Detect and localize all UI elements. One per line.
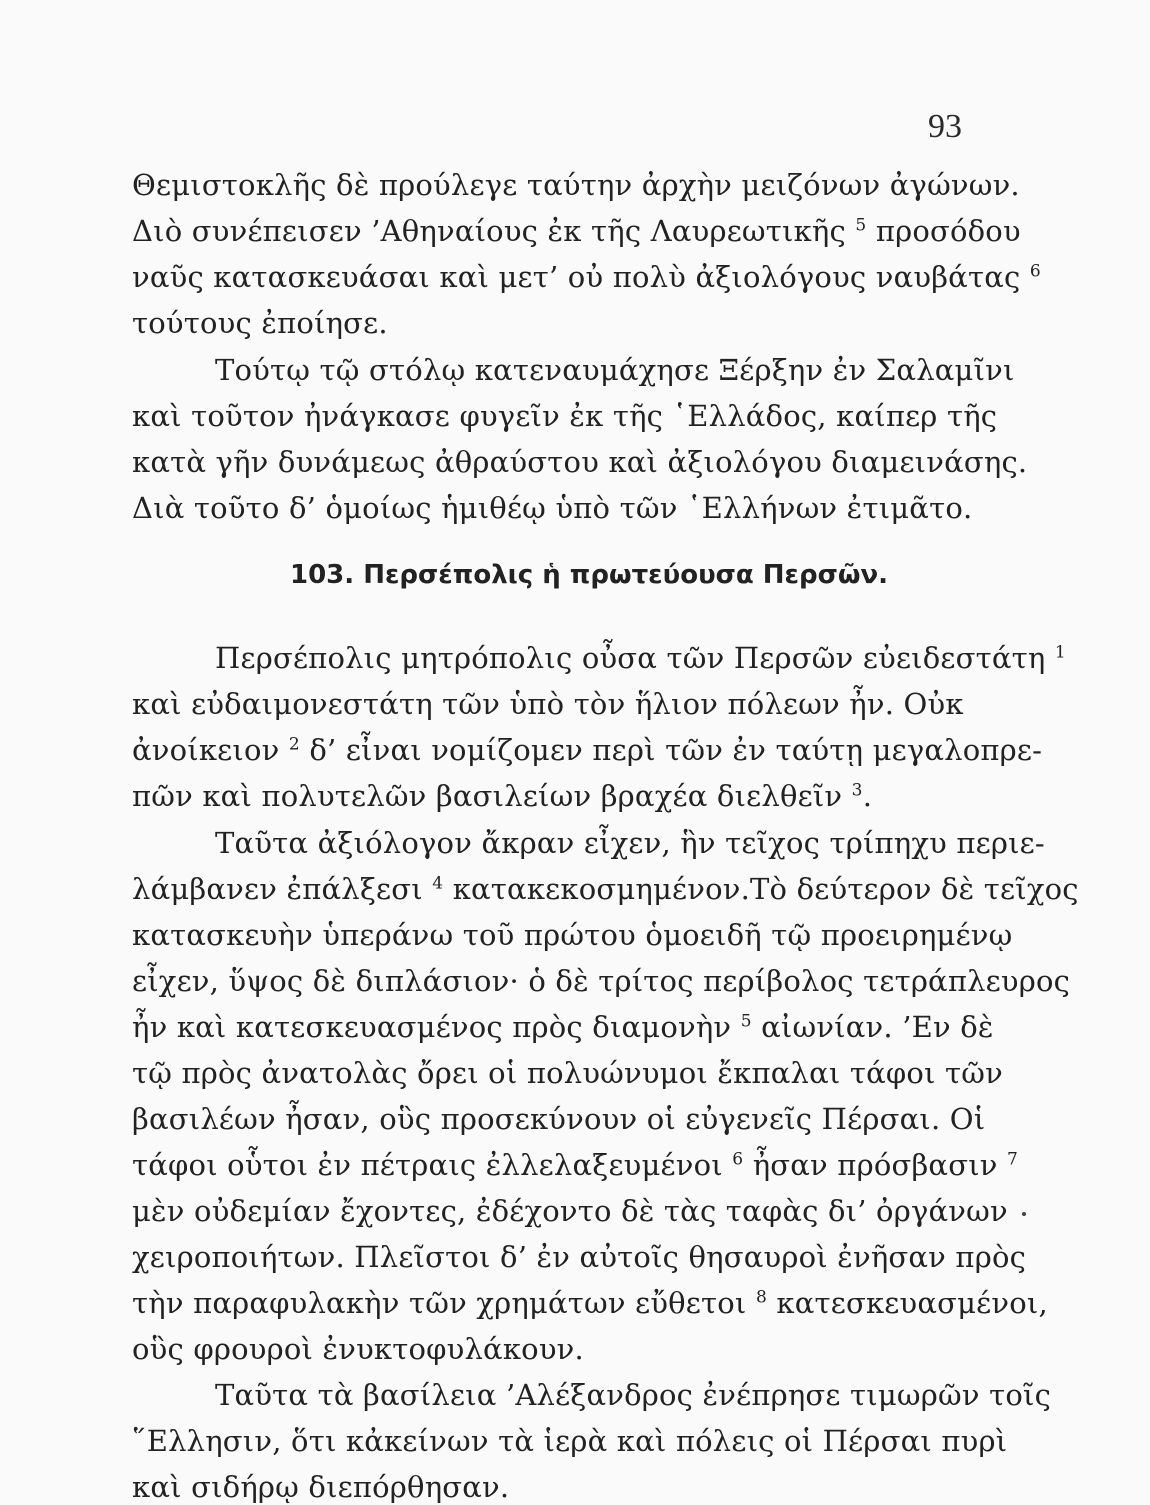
text-line [132, 963, 1070, 999]
footnote-marker: 1 [1054, 642, 1066, 663]
text-line [132, 1423, 1007, 1459]
text-line-content: προσόδου [875, 214, 1021, 248]
text-line-content: κατεσκευασμένοι, [776, 1286, 1048, 1320]
text-line-content: καὶ σιδήρῳ διεπόρθησαν. [132, 1470, 510, 1504]
text-line [132, 213, 1021, 249]
footnote-marker: 6 [1029, 261, 1041, 282]
text-line [132, 686, 964, 722]
text-line-content: τὴν παραφυλακὴν τῶν χρημάτων εὔθετοι [132, 1286, 747, 1320]
page-number: 93 [928, 108, 962, 145]
text-line-content: δ’ εἶναι νομίζομεν περὶ τῶν ἐν ταύτῃ μεγαλοπρε- [309, 733, 1043, 767]
text-line [215, 352, 1015, 388]
text-line [132, 1239, 1026, 1275]
text-line-content: εἶχεν, ὕψος δὲ διπλάσιον· ὁ δὲ τρίτος περίβολος τετράπλευρος [132, 964, 1071, 998]
footnote-marker: 7 [1007, 1149, 1019, 1170]
text-line [132, 732, 1042, 768]
text-line-content: οὓς φρουροὶ ἐνυκτοφυλάκουν. [132, 1332, 584, 1366]
text-line-content: κατασκευὴν ὑπεράνω τοῦ πρώτου ὁμοειδῆ τῷ προειρημένῳ [132, 918, 1013, 952]
text-line-content: ναῦς κατασκευάσαι καὶ μετ’ οὐ πολὺ ἀξιολόγους ναυβάτας [132, 260, 1021, 294]
footnote-marker: 5 [740, 1011, 752, 1032]
text-line [132, 778, 872, 814]
text-line [132, 1009, 994, 1045]
text-line-content: Θεμιστοκλῆς δὲ προύλεγε ταύτην ἀρχὴν μειζόνων ἀγώνων. [132, 168, 1020, 202]
text-line-content: κατακεκοσμημένον.Τὸ δεύτερον δὲ τεῖχος [452, 872, 1079, 906]
text-line [215, 640, 1066, 676]
print-speck [1022, 1212, 1026, 1216]
text-line-content: τούτους ἐποίησε. [132, 306, 388, 340]
text-line [132, 444, 1027, 480]
text-line-content: καὶ τοῦτον ἠνάγκασε φυγεῖν ἐκ τῆς ῾Ελλάδος, καίπερ τῆς [132, 399, 998, 433]
text-line [132, 917, 1013, 953]
section-heading: 103. Περσέπολις ἡ πρωτεύουσα Περσῶν. [290, 560, 889, 590]
text-line-content: Ταῦτα τὰ βασίλεια ’Αλέξανδρος ἐνέπρησε τιμωρῶν τοῖς [215, 1378, 1052, 1412]
text-line [132, 1331, 584, 1367]
text-line-content: Τούτῳ τῷ στόλῳ κατεναυμάχησε Ξέρξην ἐν Σαλαμῖνι [215, 353, 1015, 387]
footnote-marker: 6 [732, 1149, 744, 1170]
text-line-content: τάφοι οὗτοι ἐν πέτραις ἐλλελαξευμένοι [132, 1148, 723, 1182]
text-line-content: λάμβανεν ἐπάλξεσι [132, 872, 423, 906]
text-line [132, 398, 997, 434]
text-line-content: αἰωνίαν. ’Εν δὲ [761, 1010, 994, 1044]
text-line [215, 1377, 1051, 1413]
text-line-content: βασιλέων ἦσαν, οὓς προσεκύνουν οἱ εὐγενεῖς Πέρσαι. Οἱ [132, 1102, 986, 1136]
text-line [215, 825, 1045, 861]
text-line-content: Ταῦτα ἀξιόλογον ἄκραν εἶχεν, ἣν τεῖχος τρίπηχυ περιε- [215, 826, 1045, 860]
text-line [132, 1285, 1048, 1321]
text-line-content: ἦν καὶ κατεσκευασμένος πρὸς διαμονὴν [132, 1010, 732, 1044]
footnote-marker: 4 [432, 873, 444, 894]
text-line-content: Διὰ τοῦτο δ’ ὁμοίως ἡμιθέῳ ὑπὸ τῶν ῾Ελλήνων ἐτιμᾶτο. [132, 491, 973, 525]
text-line-content: Περσέπολις μητρόπολις οὖσα τῶν Περσῶν εὐειδεστάτη [215, 641, 1046, 675]
text-line-content: ῞Ελλησιν, ὅτι κἀκείνων τὰ ἱερὰ καὶ πόλεις οἱ Πέρσαι πυρὶ [132, 1424, 1008, 1458]
text-line-content: πῶν καὶ πολυτελῶν βασιλείων βραχέα διελθεῖν [132, 779, 843, 813]
text-line-content: καὶ εὐδαιμονεστάτη τῶν ὑπὸ τὸν ἥλιον πόλεων ἦν. Οὐκ [132, 687, 964, 721]
text-line-content: Διὸ συνέπεισεν ’Αθηναίους ἐκ τῆς Λαυρεωτικῆς [132, 214, 846, 248]
text-line-content: κατὰ γῆν δυνάμεως ἀθραύστου καὶ ἀξιολόγου διαμεινάσης. [132, 445, 1028, 479]
footnote-marker: 8 [755, 1287, 767, 1308]
text-line [132, 1055, 1003, 1091]
text-line [132, 1147, 1018, 1183]
footnote-marker: 5 [855, 215, 867, 236]
text-line [132, 490, 972, 526]
text-line [132, 259, 1041, 295]
footnote-marker: 3 [851, 780, 863, 801]
text-line-content: χειροποιήτων. Πλεῖστοι δ’ ἐν αὐτοῖς θησαυροὶ ἐνῆσαν πρὸς [132, 1240, 1027, 1274]
text-line [132, 871, 1079, 907]
text-line [132, 1101, 985, 1137]
text-line [132, 167, 1020, 203]
text-line-content: μὲν οὐδεμίαν ἔχοντες, ἐδέχοντο δὲ τὰς ταφὰς δι’ ὀργάνων [132, 1194, 1008, 1228]
text-line-content: ἦσαν πρόσβασιν [752, 1148, 998, 1182]
text-line [132, 305, 388, 341]
text-line [132, 1193, 1008, 1229]
text-line-content: . [862, 779, 873, 813]
footnote-marker: 2 [288, 734, 300, 755]
text-line-content: τῷ πρὸς ἀνατολὰς ὄρει οἱ πολυώνυμοι ἔκπαλαι τάφοι τῶν [132, 1056, 1003, 1090]
text-line-content: ἀνοίκειον [132, 733, 280, 767]
